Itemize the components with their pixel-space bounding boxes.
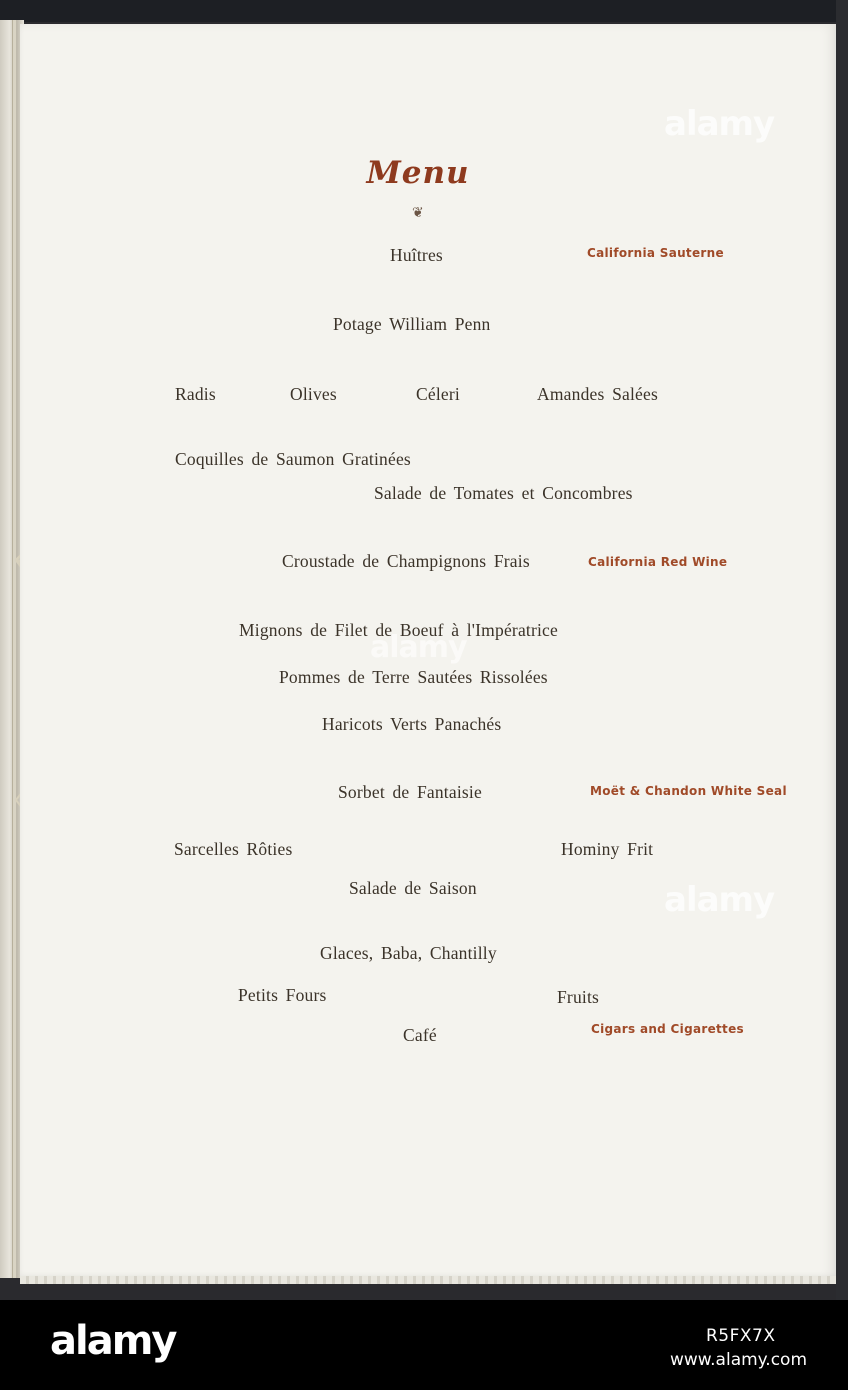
page-deckle-edge <box>20 1276 836 1284</box>
course-amandes: Amandes Salées <box>537 384 658 404</box>
course-huitres: Huîtres <box>390 245 443 265</box>
course-pommes: Pommes de Terre Sautées Rissolées <box>279 667 548 687</box>
watermark-top: alamy <box>664 104 775 144</box>
course-sarcelles: Sarcelles Rôties <box>174 839 293 859</box>
course-cafe: Café <box>403 1025 437 1045</box>
course-croustade: Croustade de Champignons Frais <box>282 551 530 571</box>
course-haricots: Haricots Verts Panachés <box>322 714 502 734</box>
footer-image-id: R5FX7X <box>706 1326 776 1346</box>
course-mignons: Mignons de Filet de Boeuf à l'Impératrice <box>239 620 558 640</box>
course-olives: Olives <box>290 384 337 404</box>
drink-moet-chandon: Moët & Chandon White Seal <box>590 784 787 798</box>
scan-background-right <box>836 0 848 1300</box>
footer-url: www.alamy.com <box>670 1350 808 1370</box>
scan-background-top <box>0 0 848 22</box>
course-hominy: Hominy Frit <box>561 839 654 859</box>
course-fruits: Fruits <box>557 987 600 1007</box>
drink-california-red-wine: California Red Wine <box>588 555 728 569</box>
course-glaces: Glaces, Baba, Chantilly <box>320 943 497 963</box>
binding-thread <box>12 20 16 1278</box>
course-coquilles: Coquilles de Saumon Gratinées <box>175 449 411 469</box>
course-celeri: Céleri <box>416 384 460 404</box>
drink-cigars: Cigars and Cigarettes <box>591 1022 744 1036</box>
leaf-ornament-icon: ❦ <box>412 205 424 221</box>
watermark-bottom: alamy <box>664 880 775 920</box>
drink-california-sauterne: California Sauterne <box>587 246 724 260</box>
footer-logo: alamy <box>50 1318 176 1364</box>
course-salade-saison: Salade de Saison <box>349 878 477 898</box>
course-petits-fours: Petits Fours <box>238 985 327 1005</box>
menu-title: Menu <box>366 155 470 191</box>
watermark-center: alamy <box>370 630 467 665</box>
course-potage: Potage William Penn <box>333 314 491 334</box>
course-sorbet: Sorbet de Fantaisie <box>338 782 482 802</box>
course-salade-tomates: Salade de Tomates et Concombres <box>374 483 633 503</box>
course-radis: Radis <box>175 384 216 404</box>
